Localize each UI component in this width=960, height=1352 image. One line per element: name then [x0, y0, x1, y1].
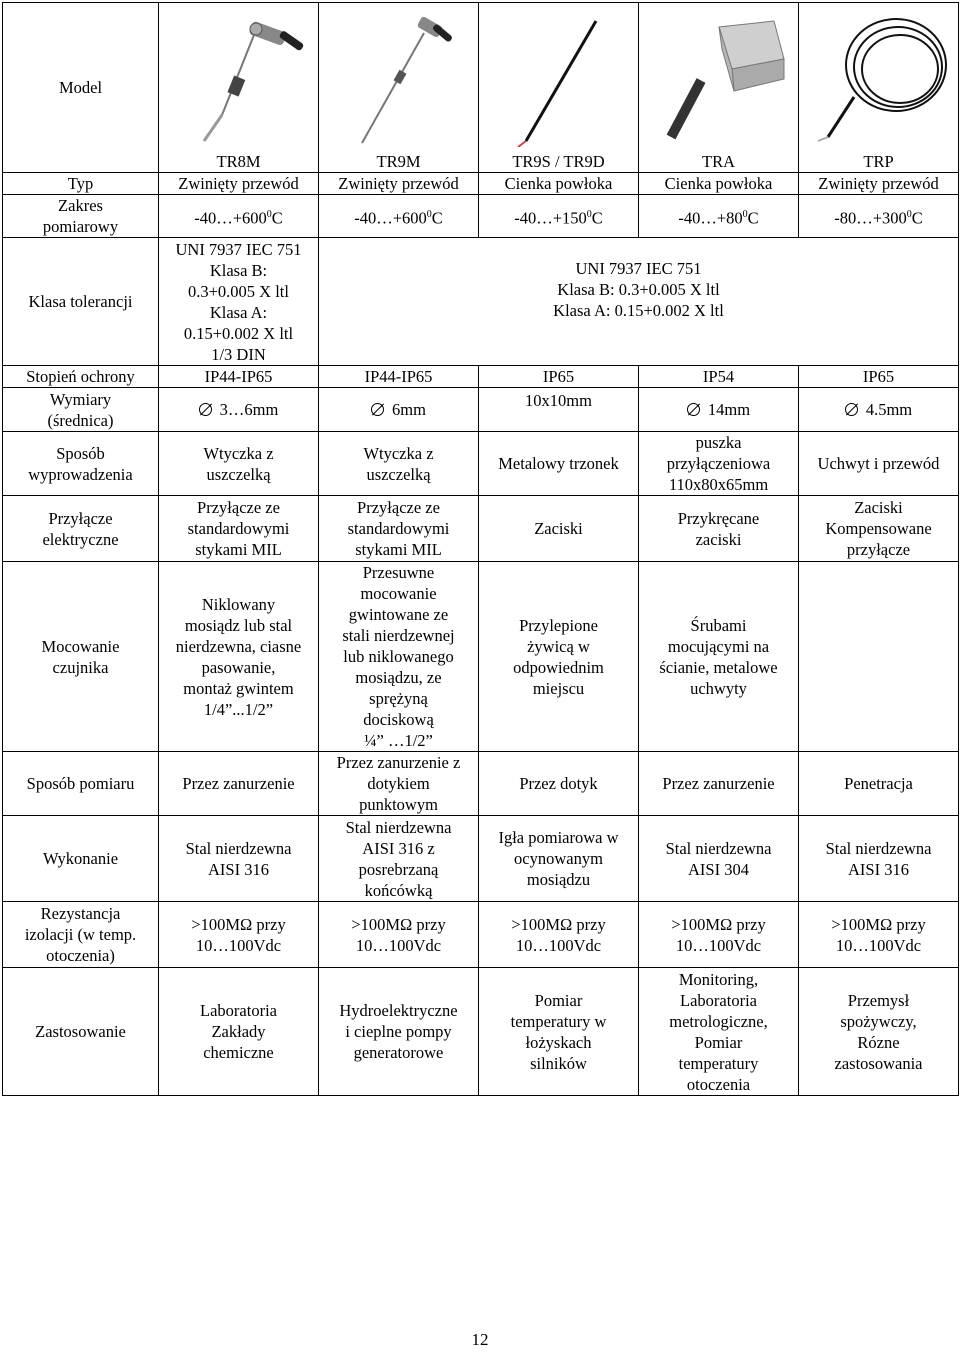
value-line: Przyłącze ze — [357, 498, 440, 517]
value-line: Niklowany — [201, 594, 276, 614]
range-text: -40…+150 — [514, 208, 587, 228]
model-label: Model — [3, 3, 159, 173]
value-line: 10…100Vdc — [515, 935, 602, 955]
wykonanie-row — [3, 816, 959, 902]
value-line: 1/4”...1/2” — [203, 699, 274, 719]
value-line: Przez zanurzenie — [662, 774, 775, 793]
ip-value: IP44-IP65 — [159, 366, 319, 388]
value-line: Metalowy trzonek — [498, 454, 619, 473]
value-line: spożywczy, — [840, 1011, 917, 1031]
value-line: stali nierdzewnej — [342, 626, 455, 645]
value-line: uszczelką — [206, 464, 271, 484]
value-line: Wtyczka z — [203, 443, 274, 463]
range-text: -40…+80 — [678, 208, 743, 228]
wyp-value — [159, 432, 319, 496]
wyp-value — [639, 432, 799, 496]
value-line: Przylepione — [519, 615, 598, 635]
value-line: Stal nierdzewna — [665, 838, 772, 858]
diameter-icon — [371, 403, 384, 416]
value-line: przyłączeniowa — [666, 454, 771, 473]
celsius: C — [747, 208, 759, 228]
probe-trp-image — [804, 7, 954, 147]
value-line: Rózne — [857, 1032, 900, 1052]
mocowanie-value-empty — [799, 562, 959, 752]
zastosowanie-value — [479, 968, 639, 1096]
klasa-row — [3, 238, 959, 366]
value-line: Przez dotyk — [519, 774, 598, 793]
dimension-text: 10x10mm — [525, 391, 592, 410]
value-line: końcówką — [364, 880, 433, 900]
range-value — [159, 195, 319, 238]
range-value — [639, 195, 799, 238]
typ-label: Typ — [3, 173, 159, 195]
przylacze-value — [639, 496, 799, 562]
value-line: generatorowe — [353, 1043, 444, 1062]
probe-tra-image — [644, 7, 794, 147]
typ-row — [3, 173, 959, 195]
value-line: Przez zanurzenie z — [336, 753, 461, 772]
value-line: AISI 316 — [848, 859, 909, 879]
degree-sup: 0 — [742, 208, 748, 220]
klasa-line: Klasa A: 0.15+0.002 X ltl — [553, 301, 724, 320]
klasa-line: UNI 7937 IEC 751 — [575, 259, 702, 278]
celsius: C — [591, 208, 603, 228]
dimension-value — [799, 388, 959, 432]
value-line: 10…100Vdc — [835, 935, 922, 955]
value-line: uszczelką — [366, 464, 431, 484]
rezystancja-row — [3, 902, 959, 968]
zastosowanie-value — [799, 968, 959, 1096]
zakres-label-line: Zakres — [58, 196, 103, 215]
model-tra: TRA — [639, 151, 799, 173]
value-line: otoczenia — [686, 1074, 751, 1094]
value-line: Stal nierdzewna — [345, 817, 452, 837]
value-line: Wtyczka z — [363, 443, 434, 463]
wyp-value — [479, 432, 639, 496]
value-line: miejscu — [532, 678, 585, 698]
range-text: -40…+600 — [194, 208, 267, 228]
zastosowanie-row — [3, 968, 959, 1096]
range-value — [319, 195, 479, 238]
dimension-text: 14mm — [707, 400, 751, 419]
sposob-wyp-label — [3, 432, 159, 496]
value-line: Zaciski — [534, 519, 583, 538]
zakres-label-line: pomiarowy — [42, 217, 119, 236]
diameter-icon — [199, 403, 212, 416]
pom-value — [479, 752, 639, 816]
value-line: Laboratoria — [200, 1001, 277, 1020]
value-line: temperatury — [678, 1053, 759, 1073]
value-line: uchwyty — [690, 678, 747, 698]
wyp-value — [799, 432, 959, 496]
dimension-text: 4.5mm — [865, 400, 913, 419]
klasa-line: Klasa B: — [209, 260, 268, 280]
range-text: -40…+600 — [354, 208, 427, 228]
value-line: 10…100Vdc — [675, 935, 762, 955]
dimension-text: 3…6mm — [219, 400, 279, 419]
value-line: mocującymi na — [667, 636, 770, 656]
value-line: pasowanie, — [201, 657, 276, 677]
pom-value — [639, 752, 799, 816]
probe-tr8m-image — [164, 7, 314, 147]
celsius: C — [271, 208, 283, 228]
zakres-row — [3, 195, 959, 238]
sposob-wyp-row — [3, 432, 959, 496]
przylacze-value — [159, 496, 319, 562]
label-line: otoczenia) — [46, 946, 115, 965]
wymiary-label — [3, 388, 159, 432]
value-line: gwintowane ze — [348, 605, 449, 624]
label-line: Przyłącze — [48, 508, 113, 528]
value-line: nierdzewna, ciasne — [175, 636, 302, 656]
product-image-trp — [799, 3, 959, 152]
wykonanie-value — [799, 816, 959, 902]
value-line: Uchwyt i przewód — [817, 454, 940, 473]
pom-value — [159, 752, 319, 816]
model-trp: TRP — [799, 151, 959, 173]
wykonanie-value — [159, 816, 319, 902]
wymiary-row — [3, 388, 959, 432]
value-line: Śrubami — [690, 615, 747, 635]
value-line: Igła pomiarowa w — [498, 828, 619, 847]
degree-sup: 0 — [586, 208, 592, 220]
rezystancja-label — [3, 902, 159, 968]
value-line: punktowym — [359, 795, 438, 814]
page-number: 12 — [471, 1330, 489, 1349]
wykonanie-value — [479, 816, 639, 902]
typ-value: Zwinięty przewód — [799, 173, 959, 195]
value-line: żywicą w — [527, 636, 590, 656]
value-line: dotykiem — [367, 774, 430, 793]
zakres-label — [3, 195, 159, 238]
degree-sup: 0 — [906, 208, 912, 220]
value-line: AISI 304 — [688, 859, 749, 879]
mocowanie-row — [3, 562, 959, 752]
value-line: Przesuwne — [362, 563, 435, 582]
value-line: stykami MIL — [355, 540, 442, 559]
value-line: 10…100Vdc — [195, 935, 282, 955]
value-line: przyłącze — [846, 540, 911, 559]
value-line: mocowanie — [360, 584, 437, 603]
zastosowanie-value — [319, 968, 479, 1096]
wykonanie-value — [319, 816, 479, 902]
value-line: mosiądzu, ze — [355, 668, 442, 687]
model-tr8m: TR8M — [159, 151, 319, 173]
probe-tr9m-image — [324, 7, 474, 147]
spec-table — [2, 2, 959, 1096]
value-line: zastosowania — [834, 1053, 923, 1073]
mocowanie-value — [639, 562, 799, 752]
product-image-tra — [639, 3, 799, 152]
klasa-first — [159, 238, 319, 366]
value-line: >100MΩ przy — [511, 914, 606, 934]
stopien-row — [3, 366, 959, 388]
value-line: sprężyną — [369, 689, 428, 708]
przylacze-value — [799, 496, 959, 562]
value-line: ścianie, metalowe — [659, 657, 778, 677]
value-line: Monitoring, — [678, 969, 759, 989]
przylacze-row — [3, 496, 959, 562]
value-line: ¼” …1/2” — [364, 731, 433, 750]
degree-sup: 0 — [266, 208, 272, 220]
value-line: metrologiczne, — [669, 1011, 768, 1031]
rezystancja-value — [319, 902, 479, 968]
przylacze-value — [479, 496, 639, 562]
rezystancja-value — [479, 902, 639, 968]
product-image-tr9m — [319, 3, 479, 152]
przylacze-label — [3, 496, 159, 562]
wykonanie-value — [639, 816, 799, 902]
value-line: Stal nierdzewna — [185, 838, 292, 858]
ip-value: IP65 — [799, 366, 959, 388]
sposob-pom-label: Sposób pomiaru — [3, 752, 159, 816]
range-value — [799, 195, 959, 238]
value-line: Zaciski — [854, 498, 903, 517]
typ-value: Zwinięty przewód — [319, 173, 479, 195]
mocowanie-value — [319, 562, 479, 752]
mocowanie-value — [159, 562, 319, 752]
typ-value: Cienka powłoka — [639, 173, 799, 195]
label-line: czujnika — [52, 657, 109, 677]
typ-value: Zwinięty przewód — [159, 173, 319, 195]
mocowanie-value — [479, 562, 639, 752]
range-text: -80…+300 — [834, 208, 907, 228]
product-image-tr9s — [479, 3, 639, 152]
value-line: Pomiar — [694, 1032, 743, 1052]
rezystancja-value — [799, 902, 959, 968]
value-line: Stal nierdzewna — [825, 838, 932, 858]
zastosowanie-value — [639, 968, 799, 1096]
value-line: zaciski — [695, 529, 742, 549]
value-line: ocynowanym — [514, 849, 603, 868]
value-line: Pomiar — [534, 990, 583, 1010]
value-line: dociskową — [363, 710, 434, 729]
ip-value: IP65 — [479, 366, 639, 388]
dimension-value — [319, 388, 479, 432]
label-line: Sposób — [56, 443, 105, 463]
value-line: >100MΩ przy — [831, 914, 926, 934]
value-line: >100MΩ przy — [351, 914, 446, 934]
label-line: wyprowadzenia — [28, 464, 133, 484]
value-line: 110x80x65mm — [668, 475, 769, 494]
value-line: odpowiednim — [513, 657, 604, 677]
klasa-line: Klasa B: 0.3+0.005 X ltl — [557, 280, 720, 299]
value-line: łożyskach — [525, 1032, 592, 1052]
rezystancja-value — [159, 902, 319, 968]
ip-value: IP54 — [639, 366, 799, 388]
sposob-pom-row — [3, 752, 959, 816]
value-line: mosiądz lub stal — [184, 615, 293, 635]
celsius: C — [911, 208, 923, 228]
zastosowanie-label: Zastosowanie — [3, 968, 159, 1096]
image-row — [3, 3, 959, 152]
value-line: >100MΩ przy — [671, 914, 766, 934]
klasa-line: 1/3 DIN — [211, 344, 266, 364]
stopien-label: Stopień ochrony — [3, 366, 159, 388]
value-line: Przez zanurzenie — [182, 774, 295, 793]
value-line: Kompensowane — [825, 519, 932, 538]
klasa-line: 0.3+0.005 X ltl — [188, 281, 289, 301]
value-line: lub niklowanego — [343, 647, 454, 666]
value-line: Zakłady — [211, 1022, 266, 1041]
ip-value: IP44-IP65 — [319, 366, 479, 388]
value-line: Przykręcane — [677, 508, 760, 528]
model-tr9m: TR9M — [319, 151, 479, 173]
zastosowanie-value — [159, 968, 319, 1096]
value-line: standardowymi — [187, 519, 290, 538]
value-line: mosiądzu — [526, 870, 591, 889]
value-line: silników — [530, 1053, 587, 1073]
klasa-rest — [319, 238, 959, 366]
value-line: posrebrzaną — [358, 859, 439, 879]
diameter-icon — [687, 403, 700, 416]
celsius: C — [431, 208, 443, 228]
value-line: puszka — [695, 433, 742, 452]
pom-value — [319, 752, 479, 816]
wykonanie-label: Wykonanie — [3, 816, 159, 902]
value-line: AISI 316 z — [362, 838, 435, 858]
wymiary-label-line: Wymiary — [49, 389, 112, 409]
value-line: Przyłącze ze — [197, 498, 280, 517]
value-line: Penetracja — [844, 774, 913, 793]
label-line: izolacji (w temp. — [24, 925, 137, 944]
dimension-value — [479, 388, 639, 432]
klasa-line: Klasa A: — [209, 302, 268, 322]
klasa-line: 0.15+0.002 X ltl — [183, 323, 294, 343]
przylacze-value — [319, 496, 479, 562]
product-image-tr8m — [159, 3, 319, 152]
value-line: montaż gwintem — [183, 678, 294, 698]
value-line: chemiczne — [203, 1043, 274, 1062]
probe-tr9s-image — [484, 7, 634, 147]
value-line: temperatury w — [510, 1011, 607, 1031]
value-line: stykami MIL — [195, 540, 282, 559]
value-line: Laboratoria — [680, 990, 757, 1010]
klasa-line: UNI 7937 IEC 751 — [175, 239, 302, 259]
value-line: >100MΩ przy — [191, 914, 286, 934]
wyp-value — [319, 432, 479, 496]
klasa-label: Klasa tolerancji — [3, 238, 159, 366]
value-line: AISI 316 — [208, 859, 269, 879]
label-line: Rezystancja — [40, 904, 121, 923]
degree-sup: 0 — [426, 208, 432, 220]
dimension-value — [159, 388, 319, 432]
model-tr9s: TR9S / TR9D — [479, 151, 639, 173]
rezystancja-value — [639, 902, 799, 968]
mocowanie-label — [3, 562, 159, 752]
dimension-value — [639, 388, 799, 432]
label-line: Mocowanie — [41, 636, 120, 656]
value-line: i cieplne pompy — [345, 1022, 452, 1041]
dimension-text: 6mm — [392, 400, 426, 419]
diameter-icon — [845, 403, 858, 416]
range-value — [479, 195, 639, 238]
value-line: standardowymi — [347, 519, 450, 538]
value-line: Przemysł — [847, 990, 910, 1010]
label-line: elektryczne — [42, 529, 119, 549]
value-line: 10…100Vdc — [355, 935, 442, 955]
value-line: Hydroelektryczne — [339, 1001, 458, 1020]
wymiary-label-line: (średnica) — [47, 410, 114, 430]
pom-value — [799, 752, 959, 816]
typ-value: Cienka powłoka — [479, 173, 639, 195]
